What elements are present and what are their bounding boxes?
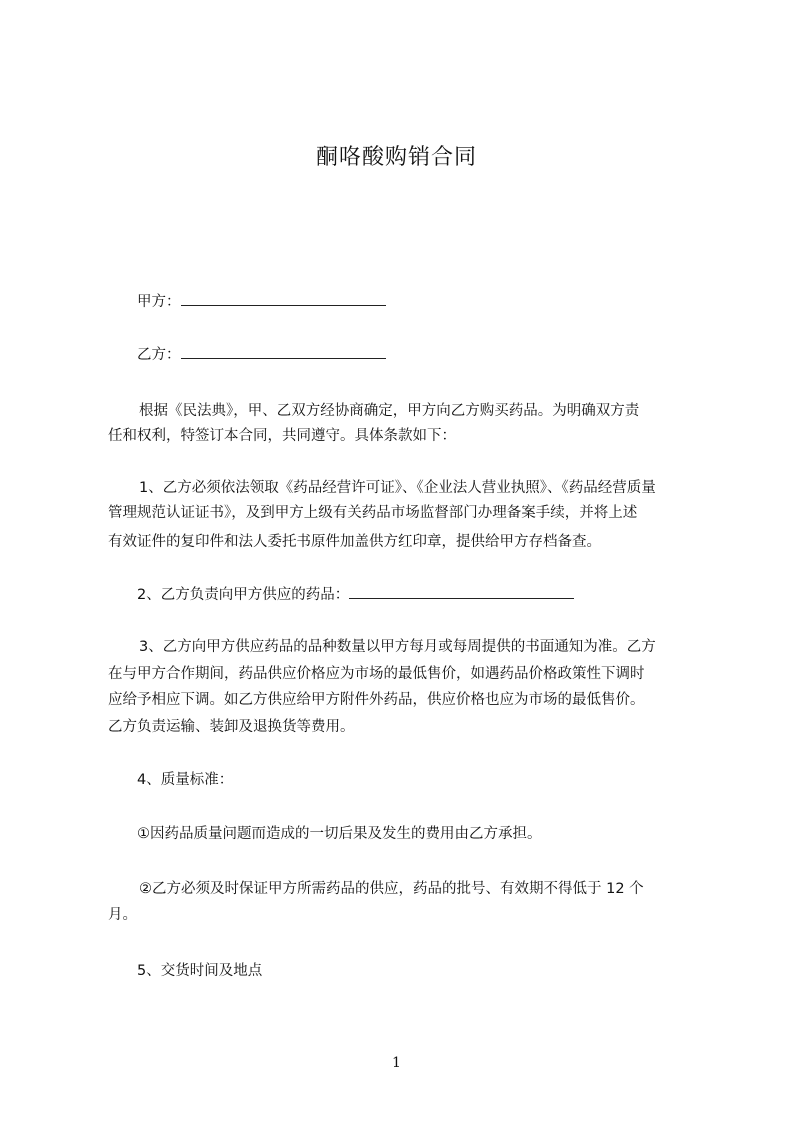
page-number: 1 (392, 1055, 401, 1071)
clause4-item2-line-2: 月。 (108, 907, 137, 923)
clause4-title: 4、质量标准： (137, 772, 234, 788)
clause3-line-1: 3、乙方向甲方供应药品的品种数量以甲方每月或每周提供的书面通知为准。乙方 (139, 639, 656, 655)
party-a-label: 甲方： (137, 294, 181, 310)
clause4-item2-line-1: ②乙方必须及时保证甲方所需药品的供应，药品的批号、有效期不得低于 12 个 (139, 881, 644, 897)
clause2-label: 2、乙方负责向甲方供应的药品： (137, 587, 350, 603)
clause3-line-3: 应给予相应下调。如乙方供应给甲方附件外药品，供应价格也应为市场的最低售价。 (108, 692, 645, 708)
party-a-blank[interactable] (181, 287, 386, 306)
clause2-line (137, 580, 574, 609)
intro-line-2: 任和权利，特签订本合同，共同遵守。具体条款如下： (108, 428, 456, 444)
clause3-line-4: 乙方负责运输、装卸及退换货等费用。 (108, 719, 355, 735)
clause2-blank[interactable] (349, 580, 574, 599)
clause3-line-2: 在与甲方合作期间，药品供应价格应为市场的最低售价，如遇药品价格政策性下调时 (108, 666, 645, 682)
party-b-blank[interactable] (181, 340, 386, 359)
clause4-item1: ①因药品质量问题而造成的一切后果及发生的费用由乙方承担。 (137, 826, 542, 842)
clause1-line-1: 1、乙方必须依法领取《药品经营许可证》、《企业法人营业执照》、《药品经营质量 (139, 480, 656, 496)
party-b-line (137, 340, 386, 369)
clause1-line-3: 有效证件的复印件和法人委托书原件加盖供方红印章，提供给甲方存档备查。 (108, 534, 601, 550)
clause1-line-2: 管理规范认证证书》，及到甲方上级有关药品市场监督部门办理备案手续，并将上述 (108, 505, 638, 521)
document-title: 酮咯酸购销合同 (315, 145, 477, 170)
intro-line-1: 根据《民法典》，甲、乙双方经协商确定，甲方向乙方购买药品。为明确双方责 (139, 403, 640, 419)
party-a-line (137, 287, 386, 316)
party-b-label: 乙方： (137, 347, 181, 363)
clause5-title: 5、交货时间及地点 (137, 963, 263, 979)
